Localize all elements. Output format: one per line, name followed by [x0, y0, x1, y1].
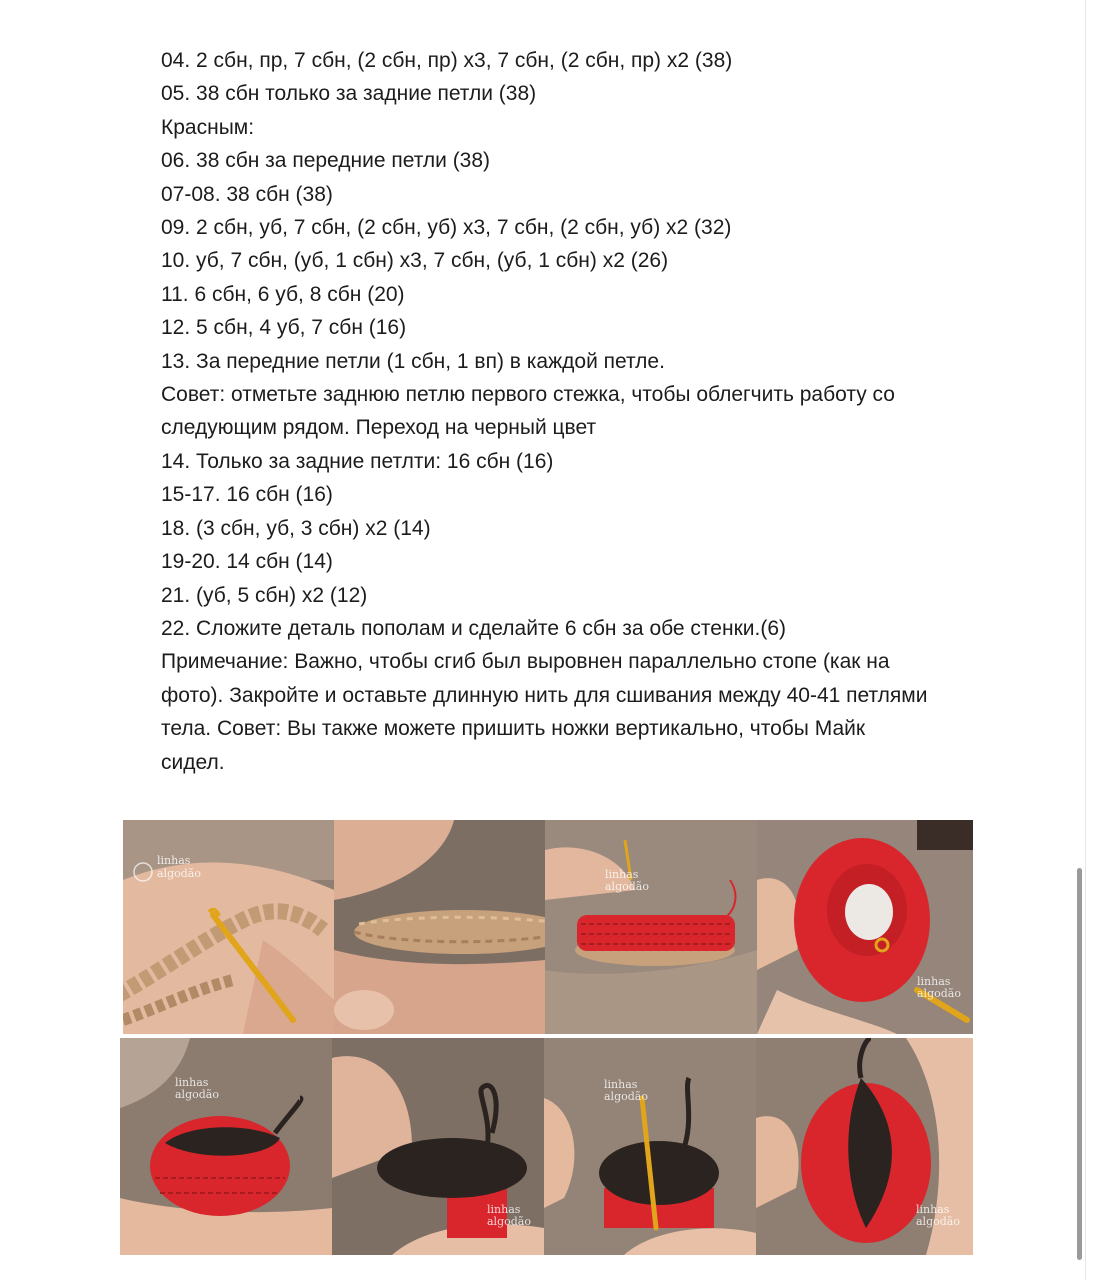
page-edge: [1085, 0, 1086, 1280]
watermark-text-1: linhas: [157, 854, 191, 867]
watermark-text-4b: algodão: [917, 987, 961, 1000]
watermark-text-3b: algodão: [605, 880, 649, 893]
step-photo-beige-ring: [334, 820, 545, 1034]
pattern-line-21: 21. (уб, 5 сбн) х2 (12): [161, 583, 368, 607]
watermark-text-1b: algodão: [157, 867, 201, 880]
watermark-text-3: linhas: [605, 868, 639, 881]
watermark-text-6b: algodão: [487, 1215, 531, 1228]
step-photo-black-hook: [544, 1038, 756, 1255]
step-photo-black-start: [120, 1038, 332, 1255]
step-photo-gallery: [120, 818, 973, 1255]
pattern-line-19-20: 19-20. 14 сбн (14): [161, 550, 333, 574]
pattern-line-05: 05. 38 сбн только за задние петли (38): [161, 82, 537, 106]
step-photo-beige-chain-hook: [123, 820, 334, 1034]
note-text-1: Примечание: Важно, чтобы сгиб был выровнен параллельно стопе (как на: [161, 650, 890, 674]
pattern-line-13: 13. За передние петли (1 сбн, 1 вп) в каждой петле.: [161, 349, 665, 373]
pattern-line-06: 06. 38 сбн за передние петли (38): [161, 149, 491, 173]
pattern-line-07-08: 07-08. 38 сбн (38): [161, 182, 333, 206]
watermark-text-5b: algodão: [175, 1088, 219, 1101]
watermark-text-8b: algodão: [916, 1215, 960, 1228]
watermark-text-6: linhas: [487, 1203, 521, 1216]
pattern-line-11: 11. 6 сбн, 6 уб, 8 сбн (20): [161, 282, 405, 306]
pattern-line-15-17: 15-17. 16 сбн (16): [161, 483, 333, 507]
pattern-line-10: 10. уб, 7 сбн, (уб, 1 сбн) х3, 7 сбн, (уб, 1 сбн) х2 (26): [161, 249, 669, 273]
tip-text-1: Совет: отметьте заднюю петлю первого стежка, чтобы облегчить работу со: [161, 383, 895, 407]
step-photo-red-rounds: [545, 820, 757, 1034]
step-photo-black-loop: [332, 1038, 544, 1255]
pattern-line-14: 14. Только за задние петлти: 16 сбн (16): [161, 449, 554, 473]
watermark-text-4: linhas: [917, 975, 951, 988]
pattern-text: [161, 44, 1041, 779]
scrollbar-thumb[interactable]: [1077, 868, 1082, 1260]
watermark-text-7: linhas: [604, 1078, 638, 1091]
pattern-line-22: 22. Сложите деталь пополам и сделайте 6 сбн за обе стенки.(6): [161, 616, 787, 640]
watermark-text-7b: algodão: [604, 1090, 648, 1103]
color-change-red: Красным:: [161, 115, 255, 139]
pattern-line-18: 18. (3 сбн, уб, 3 сбн) х2 (14): [161, 516, 431, 540]
note-text-4: сидел.: [161, 750, 225, 774]
pattern-line-09: 09. 2 сбн, уб, 7 сбн, (2 сбн, уб) х3, 7 сбн, (2 сбн, уб) х2 (32): [161, 216, 732, 240]
note-text-2: фото). Закройте и оставьте длинную нить для сшивания между 40-41 петлями: [161, 683, 928, 707]
step-photo-red-stuffed: [757, 820, 973, 1034]
step-photo-black-closed: [756, 1038, 973, 1255]
tip-text-2: следующим рядом. Переход на черный цвет: [161, 416, 597, 440]
pattern-line-04: 04. 2 сбн, пр, 7 сбн, (2 сбн, пр) х3, 7 сбн, (2 сбн, пр) х2 (38): [161, 49, 733, 72]
watermark-text-5: linhas: [175, 1076, 209, 1089]
note-text-3: тела. Совет: Вы также можете пришить ножки вертикально, чтобы Майк: [161, 717, 866, 741]
pattern-line-12: 12. 5 сбн, 4 уб, 7 сбн (16): [161, 316, 407, 340]
watermark-text-8: linhas: [916, 1203, 950, 1216]
